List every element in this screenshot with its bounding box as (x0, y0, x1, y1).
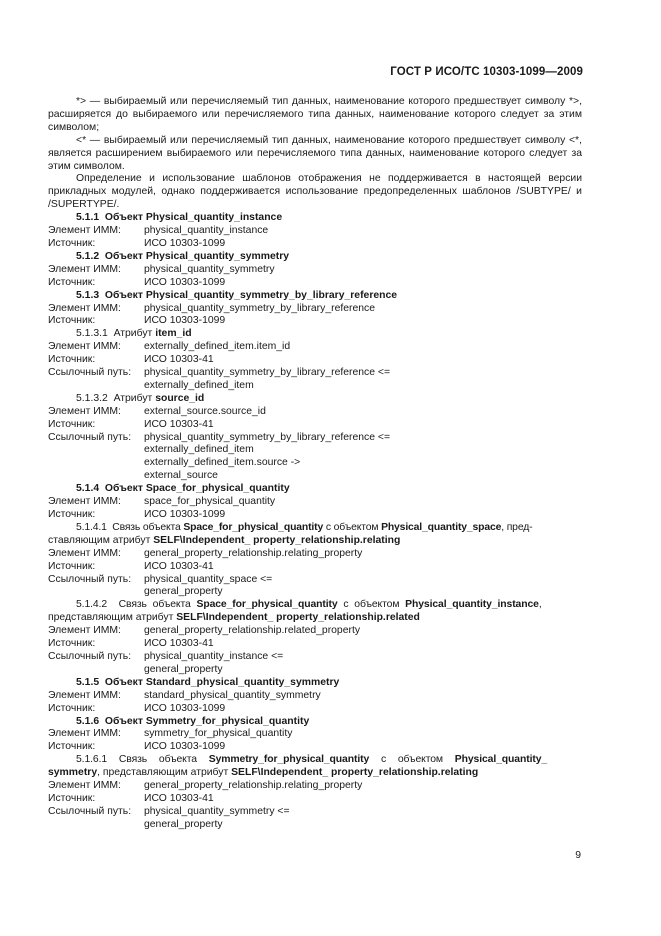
section-heading-5-1-6-1: 5.1.6.1 Связь объекта Symmetry_for_physical_quantity с объектом Physical_quantity_ (76, 754, 548, 766)
element-row: Элемент ИММ: physical_quantity_instance (48, 225, 269, 237)
source-row: Источник: ИСО 10303-1099 (48, 276, 226, 288)
section-heading-5-1-3-1: 5.1.3.1 Атрибут item_id (76, 328, 192, 340)
source-row: Источник: ИСО 10303-1099 (48, 315, 226, 327)
relation-attribute-line: представляющим атрибут SELF\Independent_ property_relationship.related (48, 612, 420, 624)
reference-path-row: Ссылочный путь: physical_quantity_space <= (48, 573, 273, 585)
source-row: Источник: ИСО 10303-1099 (48, 741, 226, 753)
reference-path-row: Ссылочный путь: physical_quantity_symmetry_by_library_reference <= (48, 431, 391, 443)
element-row: Элемент ИММ: physical_quantity_symmetry_by_library_reference (48, 302, 376, 314)
reference-path-line: general_property (144, 586, 223, 598)
section-heading-5-1-4: 5.1.4 Объект Space_for_physical_quantity (76, 483, 290, 495)
reference-path-row: Ссылочный путь: physical_quantity_instance <= (48, 650, 284, 662)
relation-attribute-line: ставляющим атрибут SELF\Independent_ property_relationship.relating (48, 534, 401, 546)
source-row: Источник: ИСО 10303-41 (48, 418, 214, 430)
element-row: Элемент ИММ: external_source.source_id (48, 405, 266, 417)
section-heading-5-1-4-1: 5.1.4.1 Связь объекта Space_for_physical_quantity с объектом Physical_quantity_space, пред- (76, 521, 533, 533)
reference-path-line: externally_defined_item (144, 379, 254, 391)
element-row: Элемент ИММ: physical_quantity_symmetry (48, 263, 275, 275)
source-row: Источник: ИСО 10303-41 (48, 792, 214, 804)
reference-path-row: Ссылочный путь: physical_quantity_symmetry_by_library_reference <= (48, 367, 391, 379)
element-row: Элемент ИММ: general_property_relationship.relating_property (48, 780, 363, 792)
section-heading-5-1-3: 5.1.3 Объект Physical_quantity_symmetry_by_library_reference (76, 289, 398, 301)
reference-path-line: general_property (144, 663, 223, 675)
section-heading-5-1-5: 5.1.5 Объект Standard_physical_quantity_symmetry (76, 676, 340, 688)
paragraph-extension-forward: *> — выбираемый или перечисляемый тип данных, наименование которого предшествует символу *>, расширяется до выбираемого или перечисляемого типа данных, наименование которого следует за этим символом; (48, 96, 582, 133)
source-row: Источник: ИСО 10303-41 (48, 354, 214, 366)
paragraph-templates: Определение и использование шаблонов отображения не поддерживается в настоящей версии прикладных модулей, однако поддерживается использование предопределенных шаблонов /SUBTYPE/ и /SUPERTYPE/. (48, 173, 582, 211)
source-row: Источник: ИСО 10303-41 (48, 638, 214, 650)
source-row: Источник: ИСО 10303-1099 (48, 702, 226, 714)
paragraph-extension-backward: <* — выбираемый или перечисляемый тип данных, наименование которого предшествует символу <*, является расширением выбираемого или перечисляемого типа данных, наименование которого следует за этим символом. (48, 134, 582, 172)
source-row: Источник: ИСО 10303-41 (48, 560, 214, 572)
document-header: ГОСТ Р ИСО/ТС 10303-1099—2009 (390, 66, 583, 78)
section-heading-5-1-3-2: 5.1.3.2 Атрибут source_id (76, 392, 205, 404)
source-row: Источник: ИСО 10303-1099 (48, 237, 226, 249)
section-heading-5-1-2: 5.1.2 Объект Physical_quantity_symmetry (76, 250, 290, 262)
page-number: 9 (575, 850, 581, 861)
reference-path-line: external_source (144, 470, 218, 482)
relation-attribute-line: symmetry , представляющим атрибут SELF\Independent_ property_relationship.relating (48, 767, 479, 779)
element-row: Элемент ИММ: space_for_physical_quantity (48, 496, 276, 508)
element-row: Элемент ИММ: standard_physical_quantity_symmetry (48, 689, 321, 701)
source-row: Источник: ИСО 10303-1099 (48, 509, 226, 520)
reference-path-line: general_property (144, 818, 223, 830)
reference-path-line: externally_defined_item.source -> (144, 457, 301, 469)
reference-path-line: externally_defined_item (144, 444, 254, 456)
element-row: Элемент ИММ: symmetry_for_physical_quantity (48, 728, 293, 740)
element-row: Элемент ИММ: general_property_relationship.related_property (48, 625, 361, 637)
reference-path-row: Ссылочный путь: physical_quantity_symmetry <= (48, 805, 290, 817)
document-body (48, 96, 582, 832)
section-heading-5-1-4-2: 5.1.4.2 Связь объекта Space_for_physical_quantity с объектом Physical_quantity_instance, (76, 599, 542, 611)
section-heading-5-1-6: 5.1.6 Объект Symmetry_for_physical_quantity (76, 715, 310, 727)
element-row: Элемент ИММ: externally_defined_item.item_id (48, 341, 291, 353)
element-row: Элемент ИММ: general_property_relationship.relating_property (48, 547, 363, 559)
section-heading-5-1-1: 5.1.1 Объект Physical_quantity_instance (76, 212, 283, 224)
